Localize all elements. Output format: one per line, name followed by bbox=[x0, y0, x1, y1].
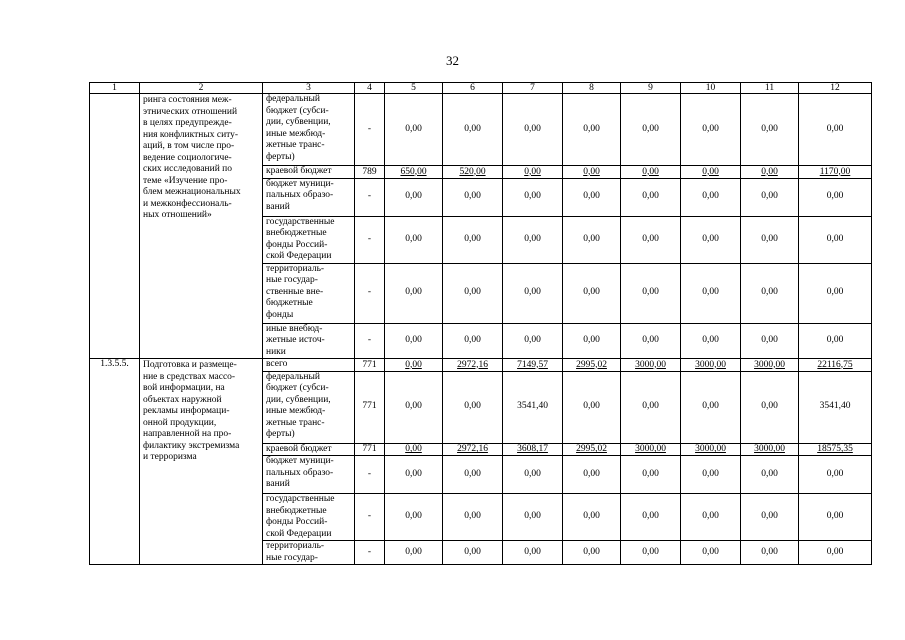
funding-source bbox=[263, 371, 355, 443]
amount-cell bbox=[741, 541, 799, 565]
amount-value: 0,00 bbox=[524, 511, 541, 522]
amount-value: 0,00 bbox=[702, 546, 719, 557]
amount-value: 0,00 bbox=[524, 287, 541, 298]
amount-cell bbox=[503, 541, 563, 565]
amount-cell bbox=[741, 494, 799, 541]
amount-value: 0,00 bbox=[405, 401, 422, 412]
column-header: 4 bbox=[355, 83, 385, 94]
amount-value: 3000,00 bbox=[695, 444, 726, 454]
amount-value: 0,00 bbox=[583, 166, 600, 177]
funding-source bbox=[263, 443, 355, 456]
amount-value: 0,00 bbox=[642, 335, 659, 345]
amount-value: 0,00 bbox=[642, 401, 659, 412]
amount-value: 0,00 bbox=[464, 191, 481, 202]
amount-cell bbox=[503, 178, 563, 216]
amount-value: 1170,00 bbox=[819, 166, 851, 177]
amount-cell bbox=[503, 323, 563, 359]
amount-cell bbox=[741, 178, 799, 216]
funding-source-text: иные внебюд- жетные источ- ники bbox=[266, 323, 325, 357]
amount-value: 0,00 bbox=[524, 546, 541, 557]
amount-value: 0,00 bbox=[826, 511, 844, 522]
amount-cell bbox=[681, 443, 741, 456]
funding-source-text: бюджет муници- пальных образо- ваний bbox=[266, 456, 334, 489]
funding-source bbox=[263, 359, 355, 372]
budget-code: - bbox=[355, 263, 385, 323]
funding-source-text: государственные внебюджетные фонды Россий- ской Федерации bbox=[266, 494, 335, 539]
amount-value: 0,00 bbox=[826, 468, 844, 479]
amount-cell bbox=[563, 323, 621, 359]
amount-value: 0,00 bbox=[524, 468, 541, 479]
amount-value: 0,00 bbox=[405, 123, 422, 134]
amount-cell bbox=[503, 456, 563, 494]
amount-cell bbox=[385, 178, 443, 216]
amount-value: 0,00 bbox=[583, 335, 600, 345]
amount-value: 22116,75 bbox=[817, 359, 853, 370]
amount-cell bbox=[681, 371, 741, 443]
amount-cell bbox=[799, 94, 872, 166]
amount-cell bbox=[799, 216, 872, 263]
amount-cell bbox=[621, 494, 681, 541]
funding-source-text: федеральный бюджет (субси- дии, субвенции, иные межбюд- жетные транс- ферты) bbox=[266, 371, 331, 439]
amount-value: 0,00 bbox=[826, 335, 844, 345]
amount-cell bbox=[681, 494, 741, 541]
amount-cell bbox=[621, 94, 681, 166]
amount-cell bbox=[385, 494, 443, 541]
amount-value: 2972,16 bbox=[457, 444, 488, 454]
amount-value: 7149,57 bbox=[517, 359, 548, 370]
amount-cell bbox=[799, 371, 872, 443]
amount-value: 0,00 bbox=[826, 123, 844, 134]
amount-cell bbox=[681, 541, 741, 565]
amount-cell bbox=[385, 323, 443, 359]
amount-cell bbox=[741, 371, 799, 443]
amount-value: 2972,16 bbox=[457, 359, 488, 370]
amount-value: 0,00 bbox=[761, 191, 778, 202]
funding-source-text: федеральный бюджет (субси- дии, субвенции, иные межбюд- жетные транс- ферты) bbox=[266, 94, 331, 162]
amount-cell bbox=[503, 443, 563, 456]
amount-value: 0,00 bbox=[583, 287, 600, 298]
amount-cell bbox=[443, 263, 503, 323]
amount-cell bbox=[741, 166, 799, 179]
amount-cell bbox=[563, 263, 621, 323]
page-number: 32 bbox=[446, 53, 459, 68]
column-header: 9 bbox=[621, 83, 681, 94]
amount-value: 0,00 bbox=[642, 166, 659, 177]
budget-code: - bbox=[355, 541, 385, 565]
amount-value: 0,00 bbox=[702, 191, 719, 202]
budget-code: 771 bbox=[355, 371, 385, 443]
amount-cell bbox=[385, 94, 443, 166]
amount-value: 0,00 bbox=[524, 166, 541, 177]
amount-cell bbox=[799, 263, 872, 323]
amount-value: 0,00 bbox=[464, 287, 481, 298]
amount-cell bbox=[385, 371, 443, 443]
amount-cell bbox=[503, 94, 563, 166]
amount-value: 520,00 bbox=[459, 166, 486, 177]
amount-cell bbox=[681, 94, 741, 166]
amount-value: 0,00 bbox=[761, 546, 778, 557]
amount-cell bbox=[741, 323, 799, 359]
funding-source bbox=[263, 323, 355, 359]
column-header: 1 bbox=[90, 83, 140, 94]
amount-value: 3541,40 bbox=[819, 401, 851, 412]
amount-cell bbox=[741, 216, 799, 263]
amount-value: 0,00 bbox=[761, 166, 778, 177]
amount-cell bbox=[443, 166, 503, 179]
column-header: 5 bbox=[385, 83, 443, 94]
budget-code: - bbox=[355, 94, 385, 166]
amount-cell bbox=[443, 94, 503, 166]
amount-cell bbox=[503, 166, 563, 179]
budget-code: 771 bbox=[355, 359, 385, 372]
amount-value: 2995,02 bbox=[576, 444, 607, 454]
amount-cell bbox=[503, 371, 563, 443]
amount-value: 0,00 bbox=[761, 511, 778, 522]
amount-cell bbox=[443, 178, 503, 216]
amount-cell bbox=[741, 443, 799, 456]
amount-value: 0,00 bbox=[524, 335, 541, 345]
amount-value: 0,00 bbox=[702, 401, 719, 412]
amount-value: 0,00 bbox=[583, 233, 600, 244]
budget-code: 771 bbox=[355, 443, 385, 456]
funding-source-text: краевой бюджет bbox=[266, 166, 332, 176]
amount-value: 0,00 bbox=[464, 123, 481, 134]
budget-table bbox=[89, 82, 872, 565]
amount-value: 0,00 bbox=[464, 401, 481, 412]
amount-cell bbox=[503, 216, 563, 263]
amount-value: 0,00 bbox=[524, 123, 541, 134]
budget-code: - bbox=[355, 216, 385, 263]
amount-value: 0,00 bbox=[524, 233, 541, 244]
amount-cell bbox=[681, 456, 741, 494]
column-header: 10 bbox=[681, 83, 741, 94]
column-header: 2 bbox=[140, 83, 263, 94]
amount-cell bbox=[385, 456, 443, 494]
amount-cell bbox=[563, 456, 621, 494]
amount-cell bbox=[563, 359, 621, 372]
amount-cell bbox=[443, 216, 503, 263]
item-title-text: Подготовка и размеще- ние в средствах массо- вой информации, на объектах наружной рекламы информаци- онной продукции, направленной на про- филактику экстремизма и терроризма bbox=[143, 360, 240, 462]
amount-value: 0,00 bbox=[583, 123, 600, 134]
amount-cell bbox=[799, 456, 872, 494]
amount-cell bbox=[741, 263, 799, 323]
amount-cell bbox=[563, 443, 621, 456]
amount-cell bbox=[443, 323, 503, 359]
amount-value: 0,00 bbox=[642, 191, 659, 202]
amount-value: 3000,00 bbox=[754, 359, 785, 370]
funding-source-text: территориаль- ные государ- ственные вне- бюджетные фонды bbox=[266, 263, 325, 320]
budget-code: - bbox=[355, 456, 385, 494]
funding-source bbox=[263, 456, 355, 494]
amount-cell bbox=[681, 263, 741, 323]
amount-value: 0,00 bbox=[405, 335, 422, 345]
amount-cell bbox=[681, 166, 741, 179]
amount-value: 3000,00 bbox=[635, 444, 666, 454]
amount-value: 0,00 bbox=[405, 359, 422, 370]
column-header: 11 bbox=[741, 83, 799, 94]
amount-cell bbox=[799, 359, 872, 372]
amount-value: 0,00 bbox=[464, 335, 481, 345]
funding-source-text: территориаль- ные государ- bbox=[266, 541, 325, 563]
amount-cell bbox=[681, 323, 741, 359]
amount-value: 3541,40 bbox=[517, 401, 548, 412]
amount-cell bbox=[799, 166, 872, 179]
amount-cell bbox=[563, 494, 621, 541]
amount-value: 0,00 bbox=[583, 511, 600, 522]
amount-cell bbox=[443, 371, 503, 443]
amount-cell bbox=[799, 443, 872, 456]
amount-value: 0,00 bbox=[702, 123, 719, 134]
amount-cell bbox=[563, 371, 621, 443]
amount-cell bbox=[443, 541, 503, 565]
amount-value: 0,00 bbox=[583, 191, 600, 202]
amount-value: 0,00 bbox=[583, 546, 600, 557]
amount-cell bbox=[621, 359, 681, 372]
amount-cell bbox=[621, 166, 681, 179]
amount-value: 0,00 bbox=[583, 401, 600, 412]
amount-cell bbox=[443, 359, 503, 372]
amount-value: 650,00 bbox=[400, 166, 427, 177]
funding-source bbox=[263, 178, 355, 216]
amount-value: 2995,02 bbox=[576, 359, 607, 370]
amount-value: 0,00 bbox=[702, 233, 719, 244]
budget-code: - bbox=[355, 494, 385, 541]
amount-cell bbox=[741, 94, 799, 166]
amount-value: 0,00 bbox=[702, 468, 719, 479]
funding-source bbox=[263, 166, 355, 179]
amount-cell bbox=[621, 263, 681, 323]
amount-value: 0,00 bbox=[405, 511, 422, 522]
funding-source bbox=[263, 263, 355, 323]
amount-cell bbox=[385, 541, 443, 565]
amount-value: 0,00 bbox=[761, 401, 778, 412]
amount-cell bbox=[621, 371, 681, 443]
amount-cell bbox=[681, 216, 741, 263]
amount-cell bbox=[799, 494, 872, 541]
amount-value: 0,00 bbox=[583, 468, 600, 479]
funding-source-text: всего bbox=[266, 359, 288, 369]
amount-cell bbox=[563, 166, 621, 179]
amount-value: 0,00 bbox=[642, 233, 659, 244]
amount-value: 0,00 bbox=[642, 123, 659, 134]
amount-cell bbox=[621, 443, 681, 456]
amount-value: 0,00 bbox=[405, 444, 422, 454]
amount-cell bbox=[443, 443, 503, 456]
amount-value: 0,00 bbox=[826, 191, 844, 202]
amount-cell bbox=[503, 359, 563, 372]
amount-value: 0,00 bbox=[702, 335, 719, 345]
amount-value: 0,00 bbox=[761, 335, 778, 345]
amount-value: 0,00 bbox=[464, 468, 481, 479]
amount-value: 0,00 bbox=[405, 233, 422, 244]
column-header: 8 bbox=[563, 83, 621, 94]
amount-value: 0,00 bbox=[405, 546, 422, 557]
amount-value: 0,00 bbox=[761, 468, 778, 479]
amount-value: 0,00 bbox=[826, 287, 844, 298]
amount-cell bbox=[385, 359, 443, 372]
amount-value: 0,00 bbox=[761, 123, 778, 134]
budget-code: 789 bbox=[355, 166, 385, 179]
item-code: 1.3.5.5. bbox=[90, 359, 140, 565]
funding-source bbox=[263, 541, 355, 565]
amount-value: 0,00 bbox=[826, 546, 844, 557]
amount-cell bbox=[681, 359, 741, 372]
header-row bbox=[90, 83, 872, 94]
amount-cell bbox=[443, 494, 503, 541]
item-title bbox=[140, 359, 263, 565]
amount-value: 0,00 bbox=[642, 468, 659, 479]
item-title-text: ринга состояния меж- этнических отношений в целях предупрежде- ния конфликтных ситу- аций, в том числе про- ведение социологиче- ских исследований по теме «Изучение про- блем межнациональных и межконфессиональ- ных отношений» bbox=[143, 95, 241, 220]
amount-value: 3000,00 bbox=[635, 359, 666, 370]
amount-cell bbox=[741, 359, 799, 372]
funding-source-text: государственные внебюджетные фонды Россий- ской Федерации bbox=[266, 216, 335, 261]
amount-cell bbox=[621, 216, 681, 263]
amount-value: 0,00 bbox=[524, 191, 541, 202]
amount-value: 0,00 bbox=[464, 233, 481, 244]
amount-value: 3000,00 bbox=[695, 359, 726, 370]
amount-cell bbox=[741, 456, 799, 494]
amount-value: 0,00 bbox=[464, 546, 481, 557]
amount-cell bbox=[563, 216, 621, 263]
amount-value: 0,00 bbox=[702, 511, 719, 522]
amount-cell bbox=[621, 178, 681, 216]
amount-value: 0,00 bbox=[642, 287, 659, 298]
amount-value: 0,00 bbox=[702, 287, 719, 298]
amount-value: 0,00 bbox=[642, 546, 659, 557]
funding-source-text: краевой бюджет bbox=[266, 443, 332, 454]
funding-source bbox=[263, 216, 355, 263]
funding-source bbox=[263, 94, 355, 166]
amount-cell bbox=[799, 541, 872, 565]
amount-cell bbox=[621, 541, 681, 565]
amount-value: 0,00 bbox=[464, 511, 481, 522]
amount-cell bbox=[799, 323, 872, 359]
amount-value: 3608,17 bbox=[517, 444, 548, 454]
amount-value: 0,00 bbox=[405, 468, 422, 479]
amount-cell bbox=[563, 178, 621, 216]
amount-value: 0,00 bbox=[702, 166, 719, 177]
column-header: 12 bbox=[799, 83, 872, 94]
amount-value: 3000,00 bbox=[754, 444, 785, 454]
amount-value: 0,00 bbox=[405, 191, 422, 202]
table-row bbox=[90, 359, 872, 372]
amount-cell bbox=[385, 443, 443, 456]
amount-value: 0,00 bbox=[761, 233, 778, 244]
table-row bbox=[90, 94, 872, 166]
column-header: 7 bbox=[503, 83, 563, 94]
budget-code: - bbox=[355, 323, 385, 359]
amount-cell bbox=[385, 263, 443, 323]
column-header: 6 bbox=[443, 83, 503, 94]
amount-cell bbox=[503, 263, 563, 323]
amount-value: 0,00 bbox=[761, 287, 778, 298]
item-code bbox=[90, 94, 140, 359]
amount-cell bbox=[563, 541, 621, 565]
amount-cell bbox=[563, 94, 621, 166]
amount-value: 18575,35 bbox=[817, 444, 853, 454]
amount-cell bbox=[443, 456, 503, 494]
amount-cell bbox=[621, 456, 681, 494]
amount-cell bbox=[799, 178, 872, 216]
amount-value: 0,00 bbox=[826, 233, 844, 244]
column-header: 3 bbox=[263, 83, 355, 94]
amount-cell bbox=[621, 323, 681, 359]
amount-cell bbox=[503, 494, 563, 541]
funding-source bbox=[263, 494, 355, 541]
amount-cell bbox=[681, 178, 741, 216]
amount-value: 0,00 bbox=[642, 511, 659, 522]
amount-cell bbox=[385, 166, 443, 179]
item-title bbox=[140, 94, 263, 359]
budget-code: - bbox=[355, 178, 385, 216]
amount-value: 0,00 bbox=[405, 287, 422, 298]
amount-cell bbox=[385, 216, 443, 263]
funding-source-text: бюджет муници- пальных образо- ваний bbox=[266, 178, 334, 212]
